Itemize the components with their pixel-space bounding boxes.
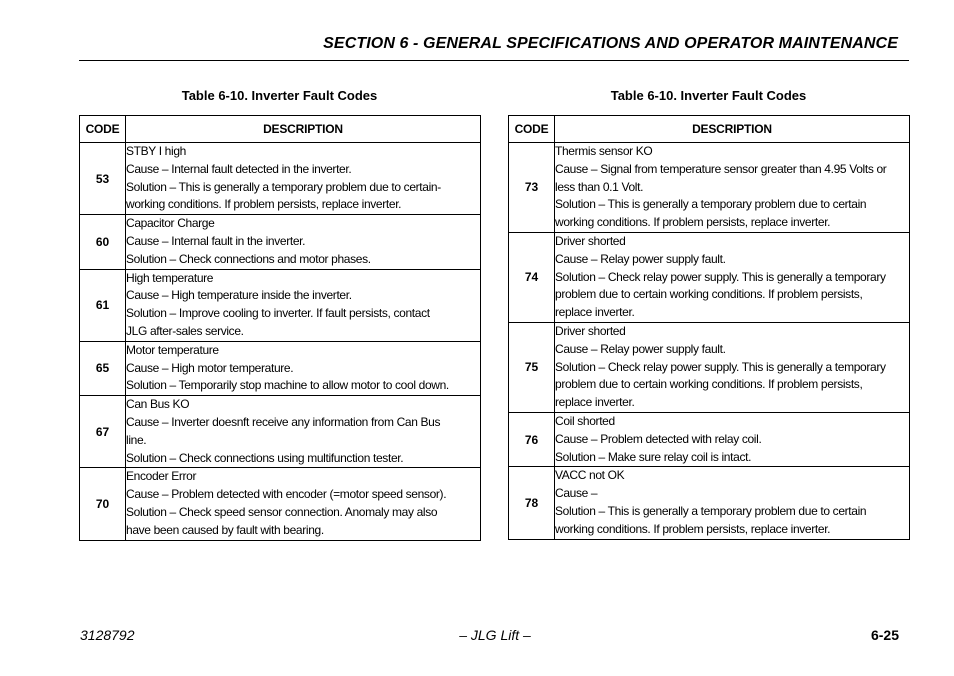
table-header-row bbox=[80, 116, 481, 143]
description-line: replace inverter. bbox=[555, 305, 635, 320]
fault-code-table-right bbox=[508, 115, 910, 540]
fault-code: 76 bbox=[509, 412, 555, 466]
description-line: Driver shorted bbox=[555, 323, 626, 338]
fault-code: 74 bbox=[509, 232, 555, 322]
fault-code: 65 bbox=[80, 341, 126, 395]
description-line: Solution – This is generally a temporary problem due to certain- bbox=[126, 179, 441, 194]
description-line: Solution – This is generally a temporary problem due to certain bbox=[555, 503, 867, 518]
table-row bbox=[509, 412, 910, 466]
table-row bbox=[509, 322, 910, 412]
description-line: Cause – Problem detected with relay coil. bbox=[555, 431, 762, 446]
description-line: Cause – High motor temperature. bbox=[126, 360, 294, 375]
table-row bbox=[80, 468, 481, 540]
table-row bbox=[80, 396, 481, 468]
description-line: problem due to certain working conditions. If problem persists, bbox=[555, 287, 863, 302]
description-line: Cause – bbox=[555, 486, 598, 501]
description-line: Solution – Check connections using multifunction tester. bbox=[126, 450, 404, 465]
fault-description bbox=[126, 341, 481, 395]
fault-description bbox=[555, 412, 910, 466]
description-line: STBY I high bbox=[126, 144, 186, 158]
table-row bbox=[80, 341, 481, 395]
table-row bbox=[509, 467, 910, 539]
description-line: Cause – Problem detected with encoder (=motor speed sensor). bbox=[126, 487, 447, 502]
description-line: Coil shorted bbox=[555, 413, 615, 428]
table-row bbox=[509, 232, 910, 322]
description-line: Encoder Error bbox=[126, 469, 197, 484]
description-line: Motor temperature bbox=[126, 342, 219, 357]
fault-code: 70 bbox=[80, 468, 126, 540]
description-line: replace inverter. bbox=[555, 395, 635, 410]
fault-code: 60 bbox=[80, 215, 126, 269]
table-header-row bbox=[509, 116, 910, 143]
fault-code: 73 bbox=[509, 143, 555, 233]
description-line: Thermis sensor KO bbox=[555, 144, 653, 158]
fault-code: 53 bbox=[80, 143, 126, 215]
fault-description bbox=[126, 215, 481, 269]
page-number: 6-25 bbox=[870, 627, 899, 643]
description-line: Solution – Check connections and motor phases. bbox=[126, 251, 371, 266]
description-line: working conditions. If problem persists, replace inverter. bbox=[555, 521, 831, 536]
column-header-code: CODE bbox=[509, 116, 555, 143]
description-line: working conditions. If problem persists, replace inverter. bbox=[126, 197, 402, 212]
table-row bbox=[80, 269, 481, 341]
fault-description bbox=[126, 143, 481, 215]
fault-description bbox=[126, 468, 481, 540]
fault-description bbox=[126, 269, 481, 341]
description-line: Solution – Check relay power supply. This is generally a temporary bbox=[555, 269, 886, 284]
table-body bbox=[80, 143, 481, 541]
description-line: Solution – Make sure relay coil is intact. bbox=[555, 449, 752, 464]
document-number: 3128792 bbox=[80, 627, 135, 643]
fault-code: 78 bbox=[509, 467, 555, 539]
fault-description bbox=[555, 467, 910, 539]
description-line: Solution – This is generally a temporary problem due to certain bbox=[555, 197, 867, 212]
description-line: Cause – Relay power supply fault. bbox=[555, 341, 726, 356]
fault-code: 75 bbox=[509, 322, 555, 412]
description-line: Capacitor Charge bbox=[126, 216, 215, 231]
description-line: Cause – Internal fault detected in the inverter. bbox=[126, 161, 352, 176]
description-line: Solution – Improve cooling to inverter. If fault persists, contact bbox=[126, 306, 430, 321]
column-header-description: DESCRIPTION bbox=[555, 116, 910, 143]
fault-code: 61 bbox=[80, 269, 126, 341]
description-line: High temperature bbox=[126, 270, 214, 285]
table-row bbox=[509, 143, 910, 233]
description-line: Solution – Temporarily stop machine to allow motor to cool down. bbox=[126, 378, 449, 393]
description-line: Solution – Check speed sensor connection. Anomaly may also bbox=[126, 504, 438, 519]
description-line: Cause – Internal fault in the inverter. bbox=[126, 233, 306, 248]
description-line: Driver shorted bbox=[555, 233, 626, 248]
description-line: working conditions. If problem persists, replace inverter. bbox=[555, 215, 831, 230]
description-line: Cause – High temperature inside the inverter. bbox=[126, 288, 352, 303]
description-line: JLG after-sales service. bbox=[126, 323, 244, 338]
description-line: Cause – Inverter doesnft receive any information from Can Bus bbox=[126, 414, 441, 429]
table-row bbox=[80, 143, 481, 215]
description-line: line. bbox=[126, 432, 147, 447]
table-caption-left: Table 6-10. Inverter Fault Codes bbox=[181, 88, 378, 103]
description-line: problem due to certain working conditions. If problem persists, bbox=[555, 377, 863, 392]
description-line: have been caused by fault with bearing. bbox=[126, 522, 324, 537]
table-body bbox=[509, 143, 910, 540]
fault-code-table-left bbox=[79, 115, 481, 541]
table-caption-right: Table 6-10. Inverter Fault Codes bbox=[610, 88, 807, 103]
description-line: VACC not OK bbox=[555, 468, 625, 483]
column-header-description: DESCRIPTION bbox=[126, 116, 481, 143]
description-line: Solution – Check relay power supply. This is generally a temporary bbox=[555, 359, 886, 374]
fault-description bbox=[555, 232, 910, 322]
description-line: Can Bus KO bbox=[126, 397, 190, 412]
column-header-code: CODE bbox=[80, 116, 126, 143]
header-rule bbox=[79, 60, 909, 61]
description-line: Cause – Relay power supply fault. bbox=[555, 251, 726, 266]
fault-description bbox=[555, 143, 910, 233]
description-line: Cause – Signal from temperature sensor greater than 4.95 Volts or bbox=[555, 161, 887, 176]
description-line: less than 0.1 Volt. bbox=[555, 179, 644, 194]
footer-brand: – JLG Lift – bbox=[459, 627, 531, 643]
fault-description bbox=[126, 396, 481, 468]
fault-description bbox=[555, 322, 910, 412]
fault-code: 67 bbox=[80, 396, 126, 468]
table-row bbox=[80, 215, 481, 269]
section-title: SECTION 6 - GENERAL SPECIFICATIONS AND OPERATOR MAINTENANCE bbox=[323, 35, 898, 52]
